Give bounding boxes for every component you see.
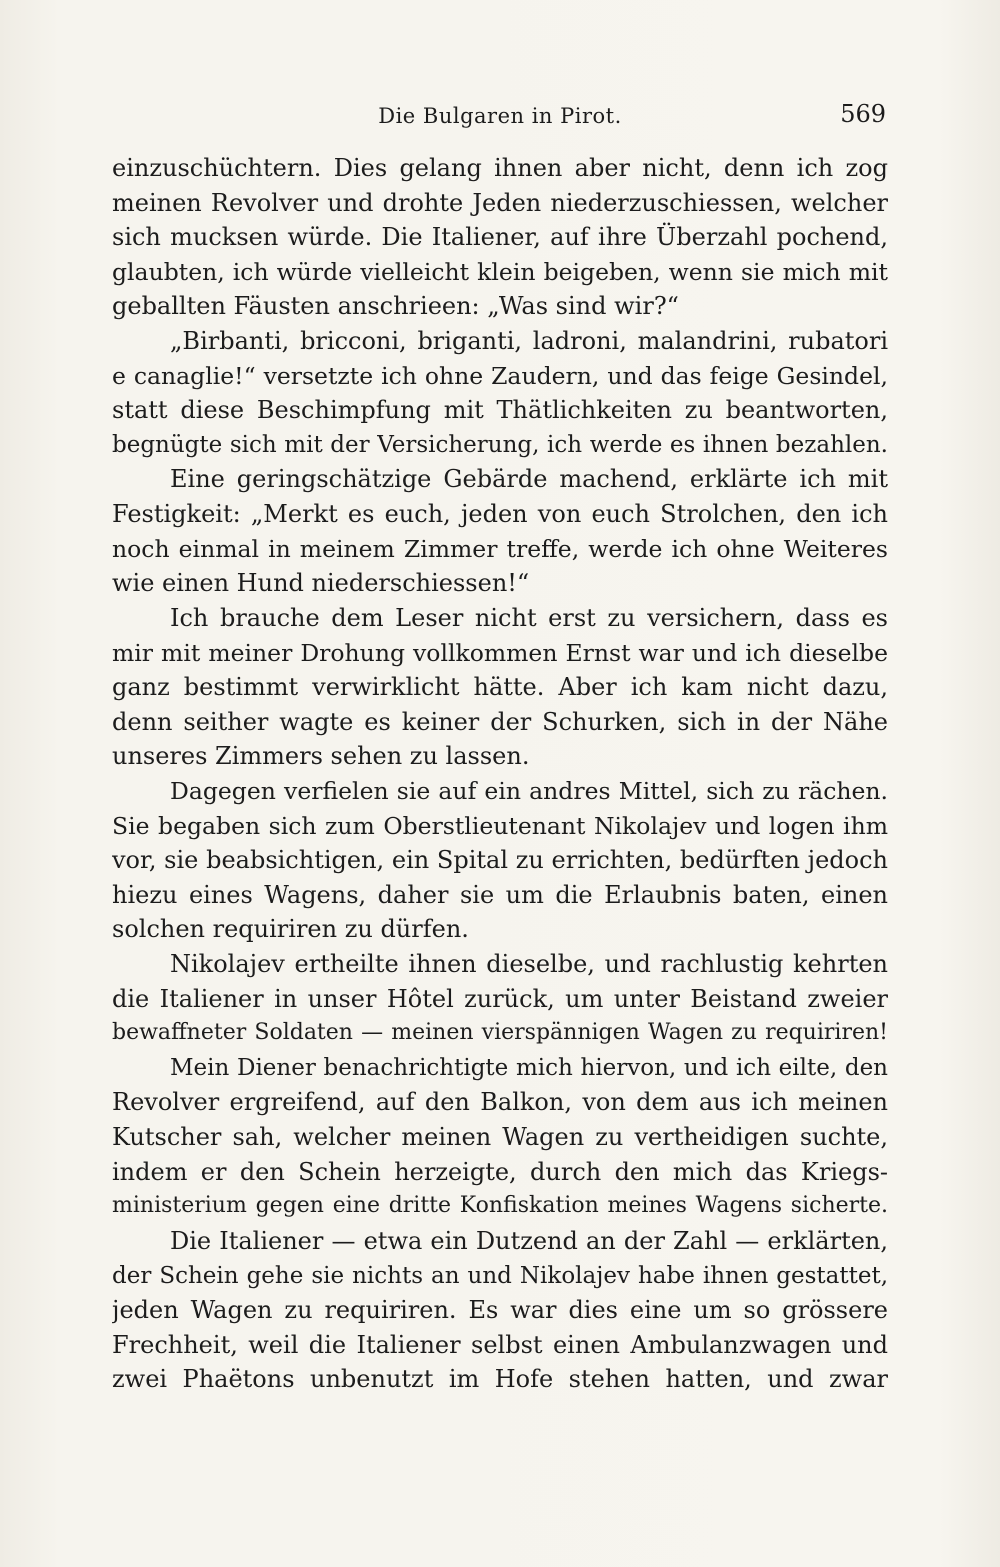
text-line: ministerium gegen eine dritte Konfiskation meines Wagens sicherte. [112, 1193, 888, 1219]
text-line: geballten Fäusten anschrieen: „Was sind wir?“ [112, 292, 679, 321]
text-line: Dagegen verfielen sie auf ein andres Mittel, sich zu rächen. [170, 776, 888, 805]
text-line: Mein Diener benachrichtigte mich hiervon, und ich eilte, den [170, 1054, 888, 1081]
text-line: e canaglie!“ versetzte ich ohne Zaudern, und das feige Gesindel, [112, 361, 888, 390]
text-line: unseres Zimmers sehen zu lassen. [112, 742, 530, 771]
text-line: mir mit meiner Drohung vollkommen Ernst war und ich dieselbe [112, 638, 888, 667]
text-line: hiezu eines Wagens, daher sie um die Erlaubnis baten, einen [112, 880, 888, 909]
body-text [112, 151, 888, 1397]
text-line: „Birbanti, bricconi, briganti, ladroni, malandrini, rubatori [170, 327, 888, 356]
text-line: Sie begaben sich zum Oberstlieutenant Nikolajev und logen ihm [112, 811, 888, 840]
text-line: zwei Phaëtons unbenutzt im Hofe stehen hatten, und zwar [112, 1365, 888, 1394]
page-number: 569 [840, 100, 886, 128]
text-line: vor, sie beabsichtigen, ein Spital zu errichten, bedürften jedoch [112, 846, 888, 875]
text-line: Frechheit, weil die Italiener selbst einen Ambulanzwagen und [112, 1330, 888, 1359]
text-line: Kutscher sah, welcher meinen Wagen zu vertheidigen suchte, [112, 1123, 888, 1152]
text-line: bewaffneter Soldaten — meinen vierspännigen Wagen zu requiriren! [112, 1020, 888, 1046]
text-line: solchen requiriren zu dürfen. [112, 915, 469, 944]
text-line: meinen Revolver und drohte Jeden niederzuschiessen, welcher [112, 188, 888, 217]
text-line: Ich brauche dem Leser nicht erst zu versichern, dass es [170, 603, 888, 632]
running-head [110, 100, 890, 136]
text-line: Nikolajev ertheilte ihnen dieselbe, und rachlustig kehrten [170, 950, 888, 979]
text-line: jeden Wagen zu requiriren. Es war dies eine um so grössere [112, 1296, 888, 1325]
text-line: Revolver ergreifend, auf den Balkon, von dem aus ich meinen [112, 1088, 888, 1117]
text-line: denn seither wagte es keiner der Schurken, sich in der Nähe [112, 707, 888, 736]
text-line: sich mucksen würde. Die Italiener, auf ihre Überzahl pochend, [112, 223, 888, 252]
text-line: begnügte sich mit der Versicherung, ich werde es ihnen bezahlen. [112, 431, 888, 458]
text-line: die Italiener in unser Hôtel zurück, um unter Beistand zweier [112, 984, 888, 1013]
text-line: Die Italiener — etwa ein Dutzend an der Zahl — erklärten, [170, 1226, 888, 1255]
text-line: Eine geringschätzige Gebärde machend, erklärte ich mit [170, 465, 888, 494]
text-line: statt diese Beschimpfung mit Thätlichkeiten zu beantworten, [112, 396, 888, 425]
text-line: einzuschüchtern. Dies gelang ihnen aber nicht, denn ich zog [112, 154, 888, 182]
running-title: Die Bulgaren in Pirot. [378, 104, 622, 128]
text-line: noch einmal in meinem Zimmer treffe, werde ich ohne Weiteres [112, 534, 888, 563]
text-line: der Schein gehe sie nichts an und Nikolajev habe ihnen gestattet, [112, 1262, 888, 1289]
text-line: wie einen Hund niederschiessen!“ [112, 569, 530, 598]
text-line: glaubten, ich würde vielleicht klein beigeben, wenn sie mich mit [112, 257, 888, 286]
text-line: ganz bestimmt verwirklicht hätte. Aber ich kam nicht dazu, [112, 673, 888, 702]
text-line: Festigkeit: „Merkt es euch, jeden von euch Strolchen, den ich [112, 500, 888, 529]
text-line: indem er den Schein herzeigte, durch den mich das Kriegs- [112, 1157, 888, 1186]
